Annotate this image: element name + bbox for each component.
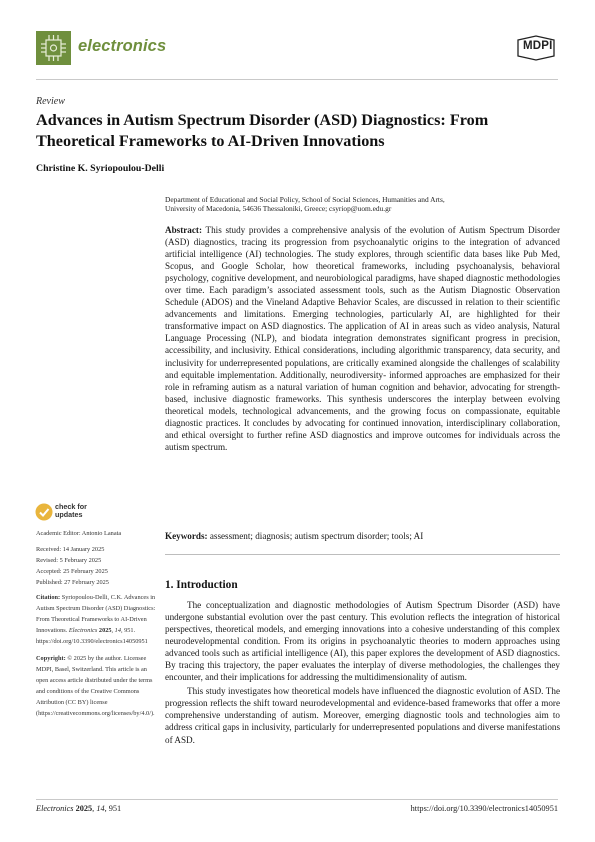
check-for-updates-link[interactable]	[55, 503, 87, 519]
accepted-date: Accepted: 25 February 2025	[36, 568, 108, 576]
paragraph: This study investigates how theoretical models have influenced the diagnostic evolution of ASD. The progression reflects the shift toward neurodevelopmental and evidence-based frameworks that offer a more comprehensive understanding of autism. Moreover, emerging diagnostic tools and technologies aim to address critical gaps in inclusivity, particularly for underrepresented populations and diverse manifestations of ASD.	[165, 686, 560, 745]
header-divider	[36, 79, 558, 80]
affiliation	[165, 195, 560, 214]
introduction-body	[165, 599, 560, 748]
keywords	[165, 530, 560, 542]
section-heading: 1. Introduction	[165, 579, 238, 591]
footer-citation: Electronics 2025, 14, 951	[36, 804, 122, 813]
journal-name: electronics	[78, 37, 167, 55]
abstract	[165, 224, 560, 453]
citation-block: Citation: Syriopoulou-Delli, C.K. Advances in Autism Spectrum Disorder (ASD) Diagnostics: From Theoretical Frameworks to AI-Driven Innovations. Electronics 2025, 14, 951. https://doi.org/10.3390/electronics14050951	[36, 594, 156, 646]
footer-journal: Electronics	[36, 804, 74, 813]
footer-article-number: , 951	[104, 804, 122, 813]
published-date: Published: 27 February 2025	[36, 579, 109, 587]
copyright-block	[36, 653, 156, 720]
footer-year: 2025	[75, 804, 93, 813]
citation-journal: Electronics	[68, 627, 98, 635]
footer-doi-link[interactable]: https://doi.org/10.3390/electronics14050951	[410, 804, 558, 813]
article-type: Review	[36, 96, 65, 107]
check-for-updates-icon[interactable]	[35, 502, 53, 522]
keywords-text: assessment; diagnosis; autism spectrum disorder; tools; AI	[209, 531, 424, 541]
revised-date: Revised: 5 February 2025	[36, 557, 102, 565]
abstract-text: This study provides a comprehensive analysis of the evolution of Autism Spectrum Disorder (ASD) diagnostics, tracing its progression from psychoanalytic origins to the integration of advanced artificial intelligence (AI) technologies. The study explores, through scientific data bases like Pub Med, Scopus, and Google Scholar, how theoretical frameworks, including psychoanalysis, behavioral psychology, cognitive development, and neurobiological paradigms, have shaped diagnostic methodologies over time. Each paradigm’s associated assessment tools, such as the Autism Diagnostic Observation Schedule (ADOS) and the Vineland Adaptive Behavior Scales, are discussed in relation to their scientific advancements and limitations. Emerging technologies, particularly AI, are highlighted for their transformative impact on ASD diagnostics. The application of AI in areas such as video analysis, Natural Language Processing (NLP), and biodata integration demonstrates significant progress in precision, accessibility, and inclusivity. Ethical considerations, including algorithmic transparency, data security, and inclusivity for underrepresented populations, are critically examined alongside the challenges of scalability and equitable implementation. Additionally, neurodiversity- informed approaches are emphasized for their role in reframing autism as a natural variation of human cognition and behavior, advocating for strength-based, inclusive diagnostic frameworks. This synthesis underscores the interplay between evolving theoretical models, technological advancements, and the growing focus on compassionate, equitable diagnostic practices. It concludes by advocating for continued innovation, interdisciplinary collaboration, and ethical oversight to further refine ASD diagnostics and improve outcomes for individuals across the autism spectrum.	[165, 225, 560, 452]
citation-label: Citation:	[36, 594, 61, 601]
publication-dates	[36, 544, 156, 588]
footer-divider	[36, 799, 558, 800]
keywords-label: Keywords:	[165, 531, 208, 541]
article-title: Advances in Autism Spectrum Disorder (ASD) Diagnostics: From Theoretical Frameworks to AI-Driven Innovations	[36, 111, 489, 150]
affiliation-line: University of Macedonia, 54636 Thessaloniki, Greece; csyriop@uom.edu.gr	[165, 204, 392, 214]
affiliation-line: Department of Educational and Social Policy, School of Social Sciences, Humanities and Arts,	[165, 195, 445, 204]
citation-volume: 14	[114, 627, 121, 635]
publisher-name: MDPI	[523, 40, 553, 52]
copyright-label: Copyright:	[36, 655, 66, 662]
academic-editor: Academic Editor: Antonio Lanata	[36, 530, 122, 537]
citation-doi[interactable]: , 951. https://doi.org/10.3390/electronics14050951	[36, 627, 148, 646]
received-date: Received: 14 January 2025	[36, 546, 105, 553]
abstract-label: Abstract:	[165, 225, 202, 235]
citation-year: 2025	[98, 627, 112, 635]
keywords-divider	[165, 554, 560, 555]
journal-logo-icon	[36, 31, 71, 65]
publisher-logo	[514, 35, 558, 61]
paragraph: The conceptualization and diagnostic methodologies of Autism Spectrum Disorder (ASD) have undergone substantial evolution over the past century. This evolution reflects the integration of historical perspectives, theoretical models, and emerging innovations into a cohesive understanding of this complex neurodevelopmental condition. From its origins in psychoanalytic theories to modern approaches using advanced tools such as artificial intelligence (AI), this paper explores the development of ASD diagnostics. By tracing this trajectory, the paper evaluates the interplay of diverse methodologies, the challenges they encounter, and their implications for addressing the multidimensionality of autism.	[165, 600, 560, 683]
check-label-line: check for	[55, 502, 87, 511]
copyright-text: © 2025 by the author. Licensee MDPI, Basel, Switzerland. This article is an open access article distributed under the terms and conditions of the Creative Commons Attribution (CC BY) license (https://creativecommons.org/licenses/by/4.0/).	[36, 655, 155, 718]
author-name: Christine K. Syriopoulou-Delli	[36, 163, 165, 174]
citation-text: Syriopoulou-Delli, C.K. Advances in Autism Spectrum Disorder (ASD) Diagnostics: From Theoretical Frameworks to AI-Driven Innovations.	[36, 594, 156, 635]
footer-volume: 14	[96, 804, 105, 813]
check-label-line: updates	[55, 510, 83, 519]
